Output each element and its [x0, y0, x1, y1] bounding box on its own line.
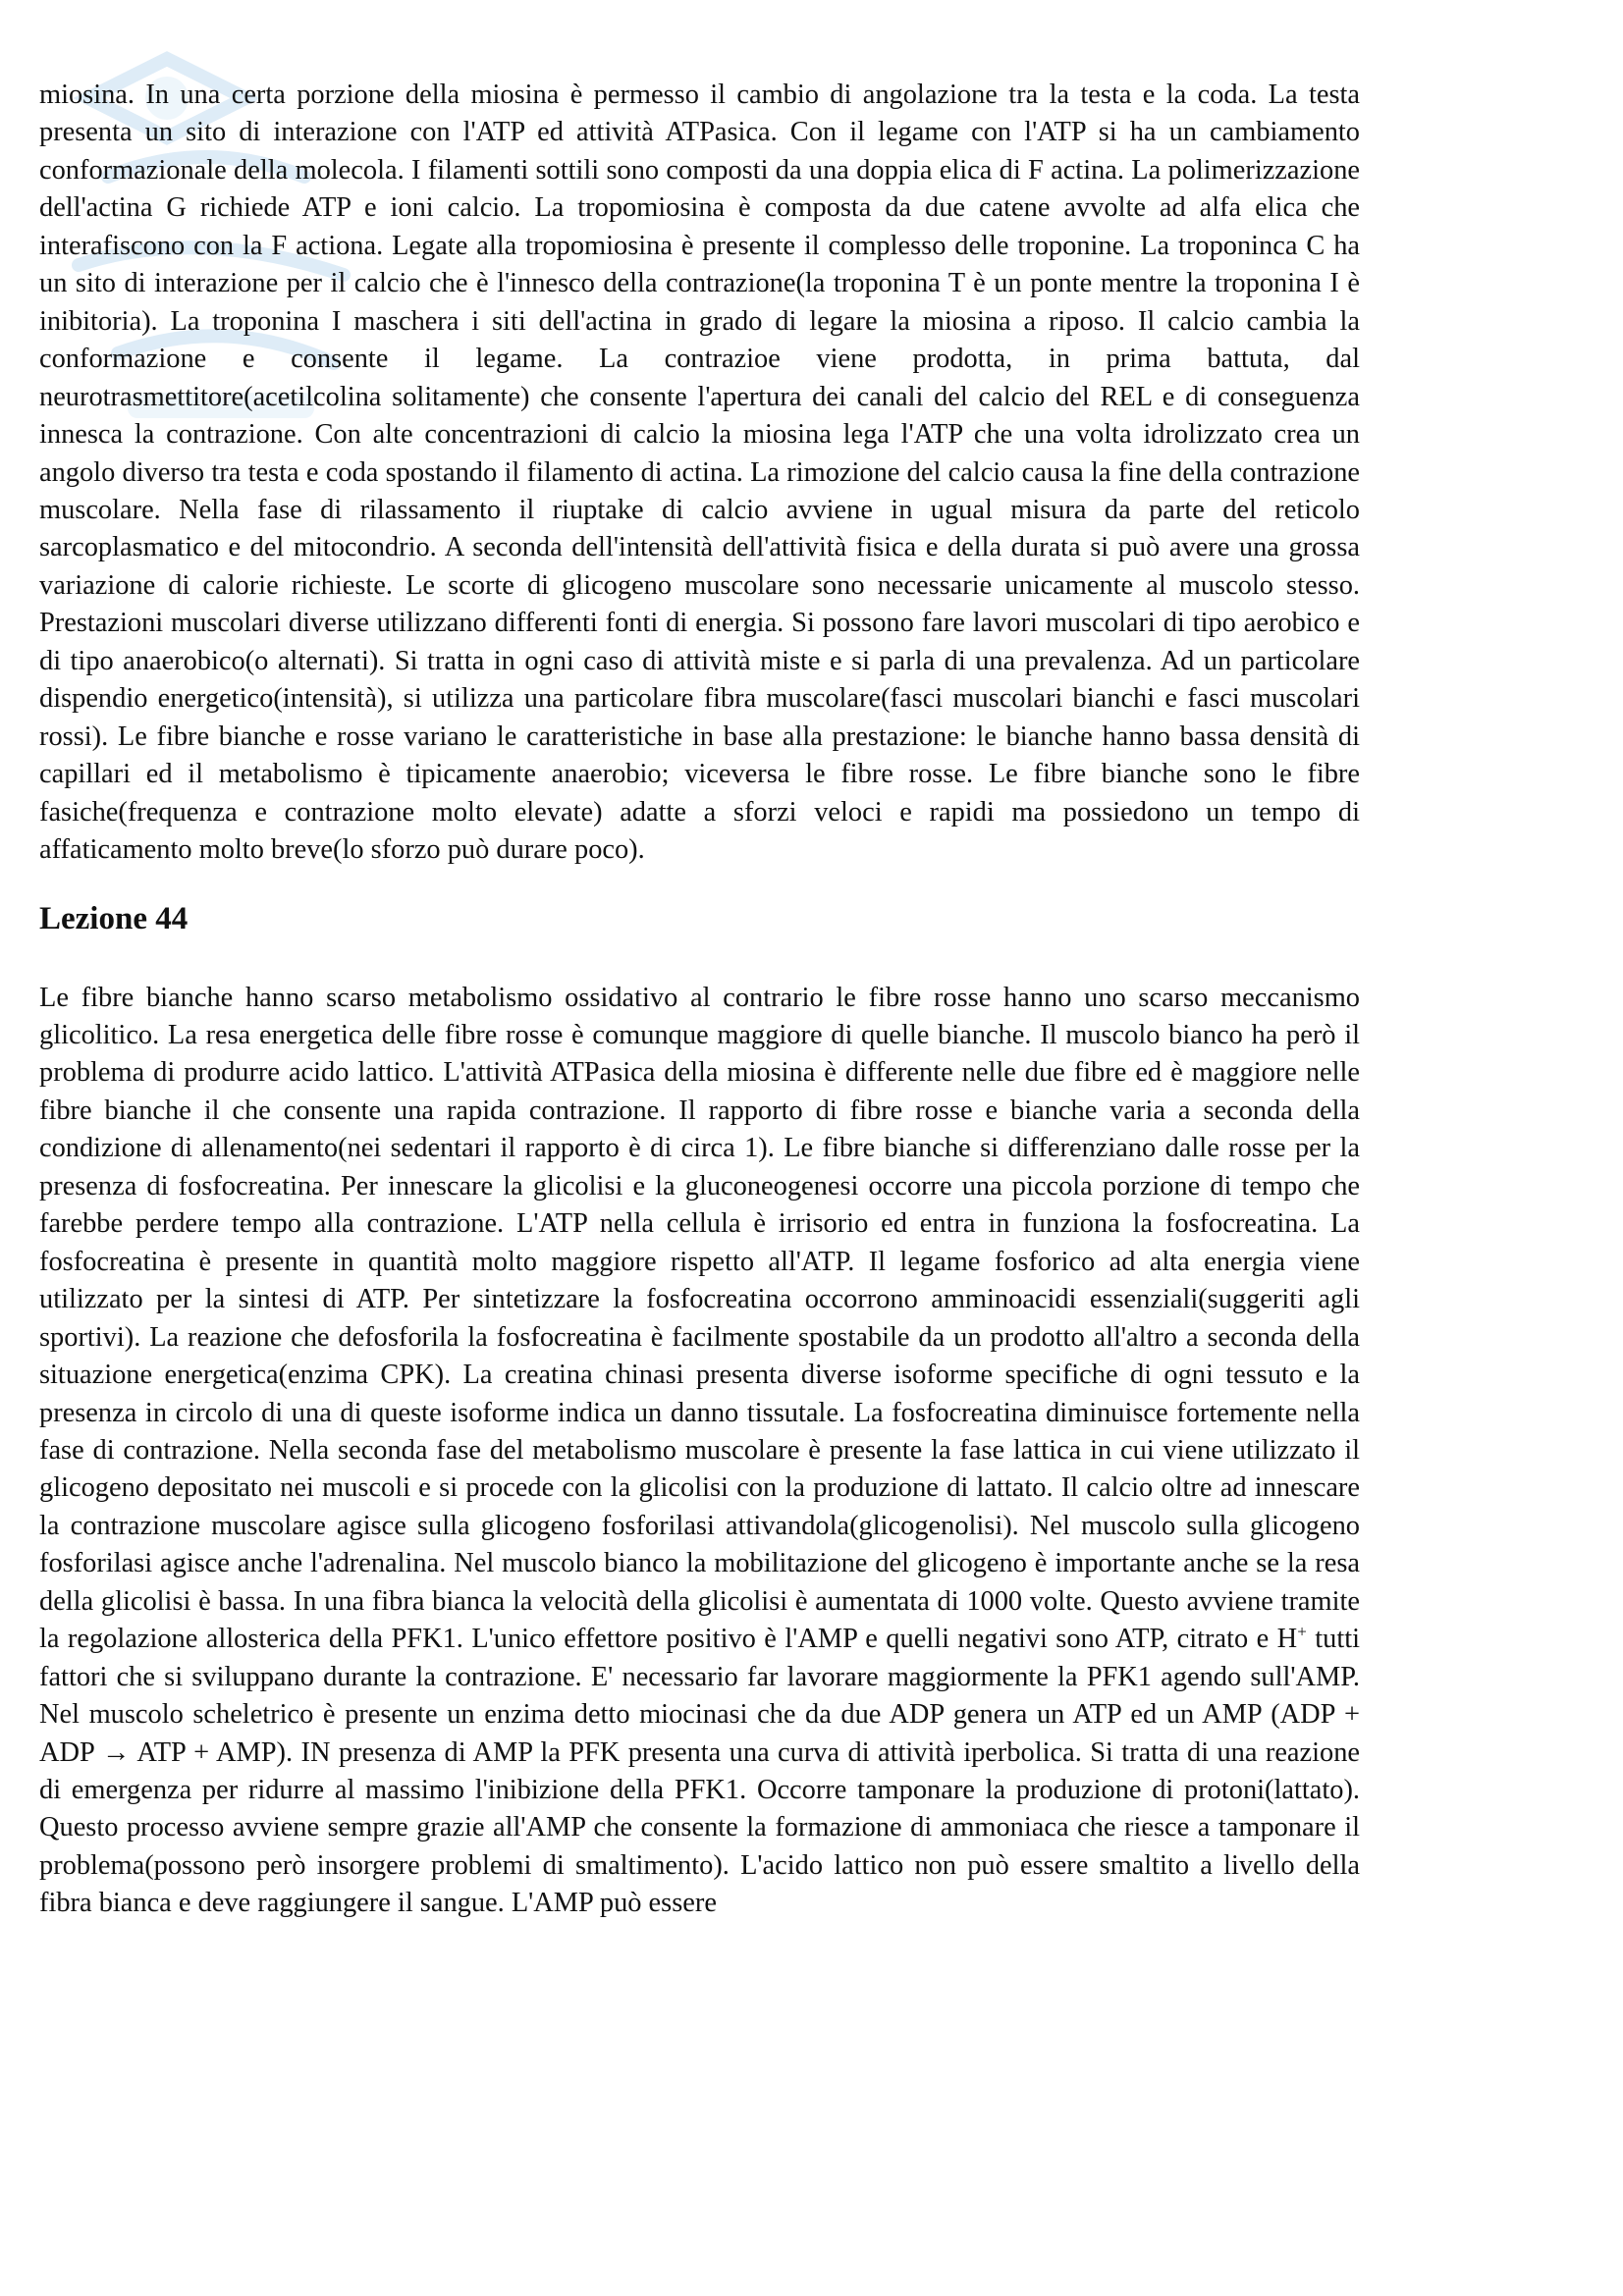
paragraph-2-text-b: tutti fattori che si sviluppano durante la contrazione. E' necessario far lavorare maggiormente la PFK1 agendo sull'AMP. Nel muscolo scheletrico è presente un enzima detto miocinasi che da due ADP genera un ATP ed un AMP (ADP + ADP → ATP + AMP). IN presenza di AMP la PFK presenta una curva di attività iperbolica. Si tratta di una reazione di emergenza per ridurre al massimo l'inibizione della PFK1. Occorre tamponare la produzione di protoni(lattato). Questo processo avviene sempre grazie all'AMP che consente la formazione di ammoniaca che riesce a tamponare il problema(possono però insorgere problemi di smaltimento). L'acido lattico non può essere smaltito a livello della fibra bianca e deve raggiungere il sangue. L'AMP può essere: [39, 1624, 1360, 1919]
body-paragraph-1: miosina. In una certa porzione della miosina è permesso il cambio di angolazione tra la testa e la coda. La testa presenta un sito di interazione con l'ATP ed attività ATPasica. Con il legame con l'ATP si ha un cambiamento conformazionale della molecola. I filamenti sottili sono composti da una doppia elica di F actina. La polimerizzazione dell'actina G richiede ATP e ioni calcio. La tropomiosina è composta da due catene avvolte ad alfa elica che interafiscono con la F actiona. Legate alla tropomiosina è presente il complesso delle troponine. La troponinca C ha un sito di interazione per il calcio che è l'innesco della contrazione(la troponina T è un ponte mentre la troponina I è inibitoria). La troponina I maschera i siti dell'actina in grado di legare la miosina a riposo. Il calcio cambia la conformazione e consente il legame. La contrazioe viene prodotta, in prima battuta, dal neurotrasmettitore(acetilcolina solitamente) che consente l'apertura dei canali del calcio del REL e di conseguenza innesca la contrazione. Con alte concentrazioni di calcio la miosina lega l'ATP che una volta idrolizzato crea un angolo diverso tra testa e coda spostando il filamento di actina. La rimozione del calcio causa la fine della contrazione muscolare. Nella fase di rilassamento il riuptake di calcio avviene in ugual misura da parte del reticolo sarcoplasmatico e del mitocondrio. A seconda dell'intensità dell'attività fisica e della durata si può avere una grossa variazione di calorie richieste. Le scorte di glicogeno muscolare sono necessarie unicamente al muscolo stesso. Prestazioni muscolari diverse utilizzano differenti fonti di energia. Si possono fare lavori muscolari di tipo aerobico e di tipo anaerobico(o alternati). Si tratta in ogni caso di attività miste e si parla di una prevalenza. Ad un particolare dispendio energetico(intensità), si utilizza una particolare fibra muscolare(fasci muscolari bianchi e fasci muscolari rossi). Le fibre bianche e rosse variano le caratteristiche in base alla prestazione: le bianche hanno bassa densità di capillari ed il metabolismo è tipicamente anaerobio; viceversa le fibre rosse. Le fibre bianche sono le fibre fasiche(frequenza e contrazione molto elevate) adatte a sforzi veloci e rapidi ma possiedono un tempo di affaticamento molto breve(lo sforzo può durare poco).: [39, 80, 1360, 866]
page-content: [39, 77, 1360, 1923]
body-paragraph-2: [39, 980, 1360, 1923]
superscript-plus: +: [1297, 1622, 1307, 1641]
lesson-heading: Lezione 44: [39, 900, 189, 936]
paragraph-2-text-a: Le fibre bianche hanno scarso metabolismo ossidativo al contrario le fibre rosse hanno uno scarso meccanismo glicolitico. La resa energetica delle fibre rosse è comunque maggiore di quelle bianche. Il muscolo bianco ha però il problema di produrre acido lattico. L'attività ATPasica della miosina è differente nelle due fibre ed è maggiore nelle fibre bianche il che consente una rapida contrazione. Il rapporto di fibre rosse e bianche varia a seconda della condizione di allenamento(nei sedentari il rapporto è di circa 1). Le fibre bianche si differenziano dalle rosse per la presenza di fosfocreatina. Per innescare la glicolisi e la gluconeogenesi occorre una piccola porzione di tempo che farebbe perdere tempo alla contrazione. L'ATP nella cellula è irrisorio ed entra in funziona la fosfocreatina. La fosfocreatina è presente in quantità molto maggiore rispetto all'ATP. Il legame fosforico ad alta energia viene utilizzato per la sintesi di ATP. Per sintetizzare la fosfocreatina occorrono amminoacidi essenziali(suggeriti agli sportivi). La reazione che defosforila la fosfocreatina è facilmente spostabile da un prodotto all'altro a seconda della situazione energetica(enzima CPK). La creatina chinasi presenta diverse isoforme specifiche di ogni tessuto e la presenza in circolo di una di queste isoforme indica un danno tissutale. La fosfocreatina diminuisce fortemente nella fase di contrazione. Nella seconda fase del metabolismo muscolare è presente la fase lattica in cui viene utilizzato il glicogeno depositato nei muscoli e si procede con la glicolisi con la produzione di lattato. Il calcio oltre ad innescare la contrazione muscolare agisce sulla glicogeno fosforilasi attivandola(glicogenolisi). Nel muscolo sulla glicogeno fosforilasi agisce anche l'adrenalina. Nel muscolo bianco la mobilitazione del glicogeno è importante anche se la resa della glicolisi è bassa. In una fibra bianca la velocità della glicolisi è aumentata di 1000 volte. Questo avviene tramite la regolazione allosterica della PFK1. L'unico effettore positivo è l'AMP e quelli negativi sono ATP, citrato e H: [39, 982, 1360, 1655]
